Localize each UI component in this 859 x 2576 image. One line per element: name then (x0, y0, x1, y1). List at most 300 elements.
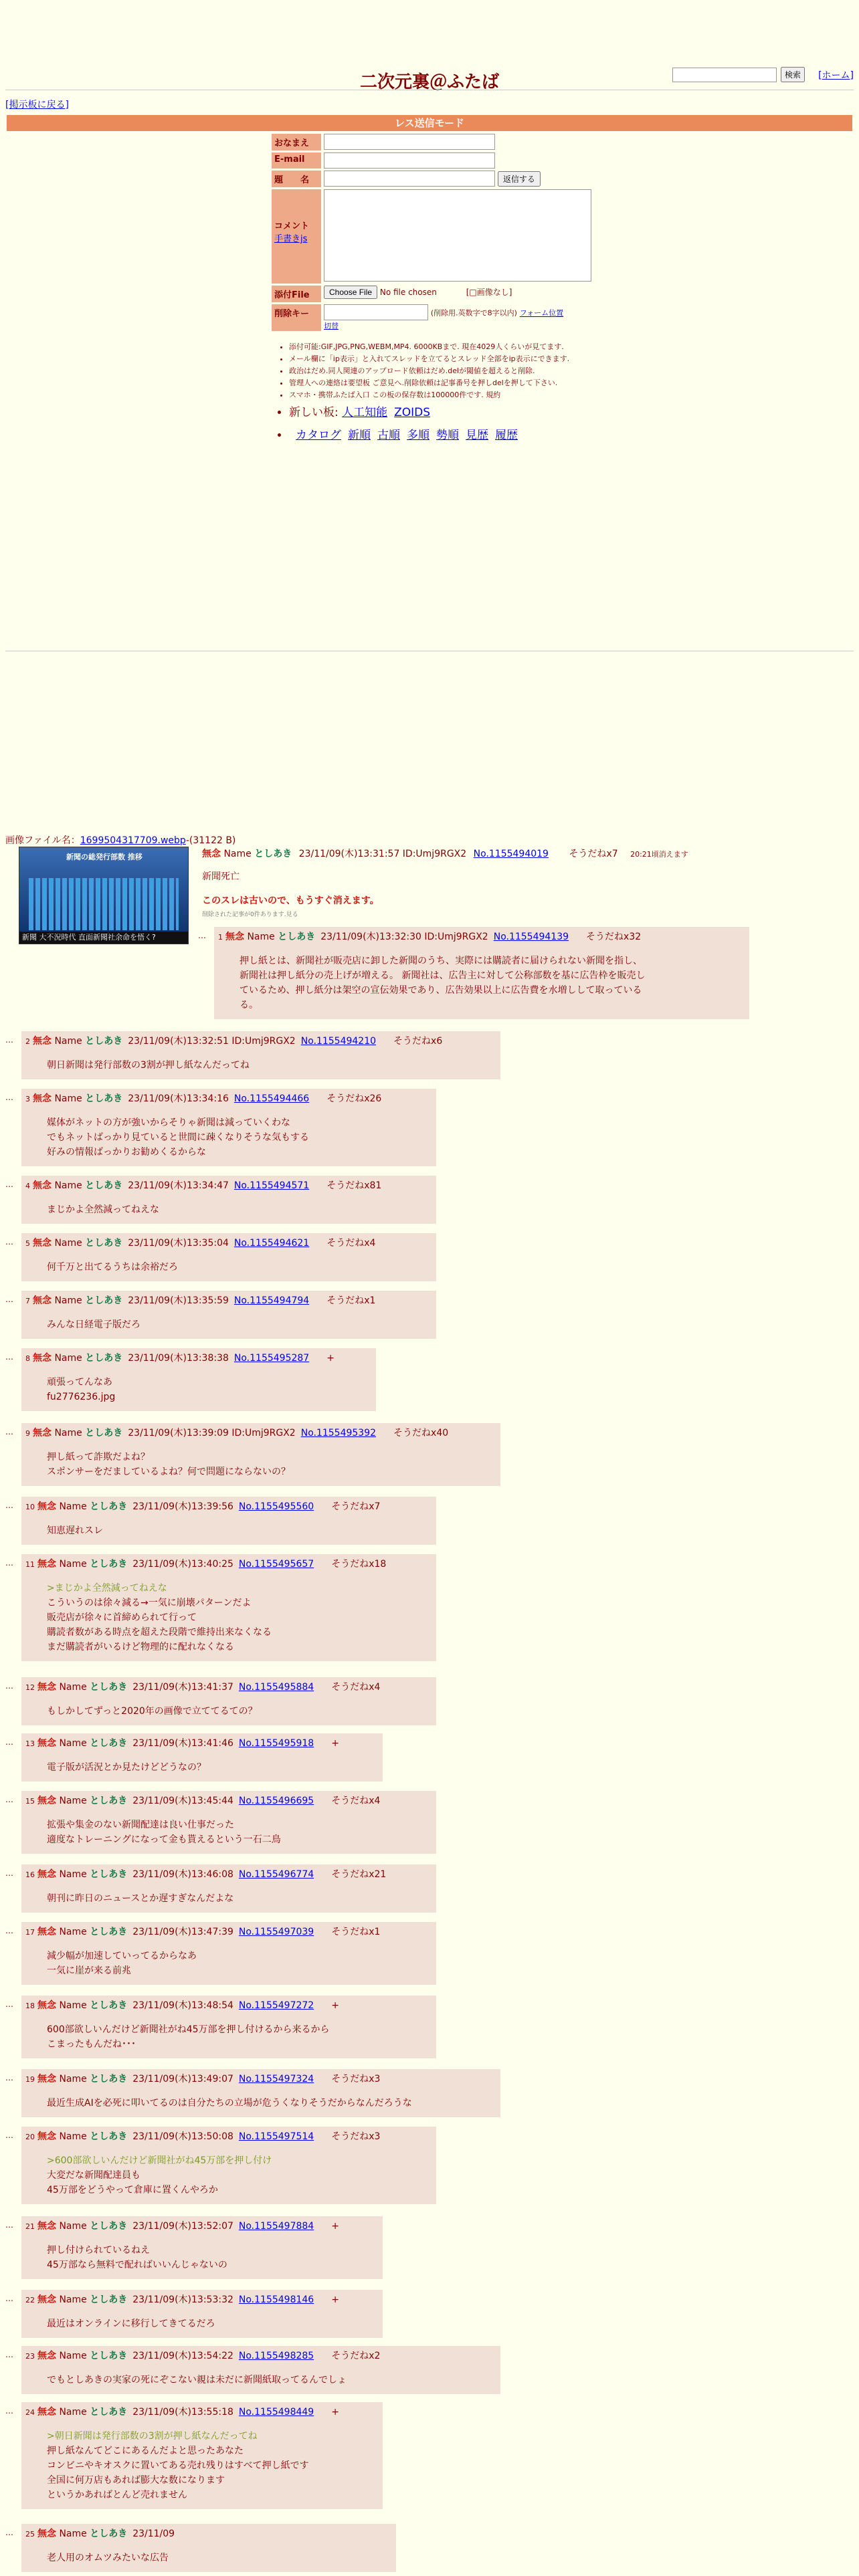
reply-subject: 無念 (37, 2074, 56, 2084)
text-line: 知恵遅れスレ (47, 1525, 103, 1536)
reply-date: 23/11/09(木)13:32:51 ID:Umj9RGX2 (128, 1036, 296, 1047)
reply-text (47, 2429, 375, 2502)
reply-number: 7 (25, 1297, 30, 1305)
reply-post (5, 1791, 436, 1854)
thumbnail-caption: 新聞 大不況時代 直面新聞社余命を悟く? (19, 932, 188, 944)
text-line: 押し紙とは、新聞社が販売店に卸した新聞のうち、実際には購読者に届けられない新聞を指し、 (240, 956, 642, 966)
search-button[interactable]: 検索 (781, 67, 805, 82)
name-label: Name (56, 2000, 90, 2011)
text-line: ているため、押し紙分は架空の宣伝効果であり、広告効果以上に広告費を水増しして取っている (240, 985, 642, 996)
deleted-note: 削除された記事が0件あります.見る (202, 911, 298, 918)
reply-post (5, 2127, 436, 2204)
reply-name: としあき (85, 1295, 123, 1306)
reply-no-link[interactable]: No.1155495918 (238, 1738, 314, 1749)
reply-post (5, 2402, 383, 2509)
reply-name: としあき (90, 2407, 128, 2418)
name-label: Name (56, 2294, 90, 2305)
reply-no-link[interactable]: No.1155495884 (238, 1682, 314, 1693)
reply-number: 12 (25, 1683, 35, 1692)
subject-label: 題 名 (272, 171, 321, 187)
submit-button[interactable]: 返信する (498, 171, 541, 187)
reply-subject: 無念 (37, 1559, 56, 1570)
reply-text (47, 1375, 368, 1404)
reply-marker: … (5, 1737, 13, 1747)
reply-no-link[interactable]: No.1155494571 (233, 1180, 310, 1191)
delkey-input[interactable] (324, 304, 428, 320)
reply-header (25, 1794, 428, 1807)
reply-header (25, 1925, 428, 1938)
text-line: 600部欲しいんだけど新聞社がね45万部を押し付けるから来るから (47, 2024, 330, 2035)
reply-name: としあき (85, 1093, 123, 1104)
reply-text (47, 2373, 492, 2387)
reply-date: 23/11/09(木)13:50:08 (132, 2131, 233, 2142)
reply-post (5, 1677, 436, 1725)
text-line: 何千万と出てるうちは余裕だろ (47, 1262, 178, 1273)
sodane-button[interactable]: そうだねx2 (331, 2351, 381, 2361)
no-image-checkbox[interactable]: [□画像なし] (466, 288, 512, 297)
reply-text (47, 2551, 388, 2565)
reply-marker: … (5, 2294, 13, 2303)
sodane-button[interactable]: そうだねx1 (326, 1295, 376, 1306)
text-line: 適度なトレーニングになって金も貰えるという一石二鳥 (47, 1834, 281, 1845)
subject-input[interactable] (324, 171, 495, 187)
text-line: 最近はオンラインに移行してきてるだろ (47, 2319, 215, 2329)
reply-date: 23/11/09(木)13:45:44 (132, 1796, 233, 1806)
reply-marker: … (5, 1237, 13, 1247)
sodane-button[interactable]: そうだねx26 (326, 1093, 382, 1104)
sodane-button[interactable]: そうだねx32 (586, 932, 642, 942)
reply-text (47, 1115, 428, 1160)
reply-marker: … (5, 2220, 13, 2230)
reply-number: 18 (25, 2002, 35, 2010)
name-label: Name (244, 932, 278, 942)
reply-no-link[interactable]: No.1155494466 (233, 1093, 310, 1104)
reply-text (47, 1317, 428, 1332)
reply-name: としあき (90, 1501, 128, 1512)
reply-number: 3 (25, 1095, 30, 1103)
sort-old-link[interactable]: 古順 (377, 429, 400, 442)
text-line: 押し付けられているねえ (47, 2245, 150, 2256)
delkey-label: 削除キー (272, 304, 321, 331)
email-input[interactable] (324, 152, 495, 169)
op-sodane[interactable]: そうだねx7 (569, 849, 618, 859)
choose-file-button[interactable]: Choose File (324, 286, 377, 299)
reply-header (25, 1351, 368, 1364)
text-line: fu2776236.jpg (47, 1392, 116, 1402)
reply-post (5, 1554, 436, 1661)
reply-post (5, 1922, 436, 1985)
name-label: Name (56, 1559, 90, 1570)
text-line: でもネットばっかり見ていると世間に疎くなりそうな気もする (47, 1132, 309, 1143)
note-item: • メール欄に「ip表示」と入れてスレッドを立てるとスレッド全部をip表示にできます. (289, 353, 607, 365)
text-line: 媒体がネットの方が強いからそりゃ新聞は減っていくわな (47, 1117, 290, 1128)
reply-subject: 無念 (37, 2000, 56, 2011)
thumbnail-bars (29, 878, 179, 930)
reply-text (47, 2022, 428, 2052)
reply-header (25, 1178, 428, 1192)
reply-number: 20 (25, 2133, 35, 2141)
page-title: 二次元裏＠ふたば (359, 72, 499, 92)
reply-no-link[interactable]: No.1155497514 (238, 2131, 314, 2142)
op-name: としあき (254, 849, 292, 859)
sort-many-link[interactable]: 多順 (407, 429, 430, 442)
sodane-button[interactable]: そうだねx6 (393, 1036, 443, 1047)
reply-name: としあき (85, 1428, 123, 1438)
reply-body (21, 1497, 436, 1545)
reply-body (21, 1864, 436, 1913)
sort-new-link[interactable]: 新順 (348, 429, 371, 442)
reply-date: 23/11/09(木)13:35:59 (128, 1295, 229, 1306)
text-line: 販売店が徐々に首締められて行って (47, 1612, 197, 1623)
reply-no-link[interactable]: No.1155497272 (238, 2000, 314, 2011)
text-line: こまったもんだね･･･ (47, 2039, 136, 2050)
reply-subject: 無念 (37, 1682, 56, 1693)
name-label: Name (56, 1796, 90, 1806)
note-item: • スマホ・携帯ふたば入口 この板の保存数は100000件です. 規約 (289, 389, 607, 401)
reply-name: としあき (85, 1180, 123, 1191)
reply-text (47, 1949, 428, 1978)
reply-post (5, 1733, 383, 1782)
image-file-line (5, 833, 235, 847)
reply-name: としあき (90, 1927, 128, 1937)
name-label: Name (223, 849, 252, 859)
reply-text (47, 1523, 428, 1538)
text-line: 朝刊に昨日のニュースとか遅すぎなんだよな (47, 1893, 234, 1904)
reply-post (5, 2346, 500, 2394)
reply-body (21, 2346, 500, 2394)
reply-no-link[interactable]: No.1155497039 (238, 1927, 314, 1937)
name-label: Name (56, 2529, 90, 2539)
board-link-zoids[interactable]: ZOIDS (394, 406, 431, 419)
reply-body (21, 1291, 436, 1339)
reply-subject: 無念 (33, 1295, 52, 1306)
sodane-button[interactable]: そうだねx40 (393, 1428, 449, 1438)
reply-name: としあき (85, 1238, 123, 1249)
reply-number: 13 (25, 1739, 35, 1748)
reply-header (25, 1680, 428, 1693)
reply-body (21, 1922, 436, 1985)
reply-subject: 無念 (37, 2131, 56, 2142)
note-item: • 添付可能:GIF,JPG,PNG,WEBM,MP4. 6000KBまで. 現在4029人くらいが見てます. (289, 341, 607, 353)
name-label: Name (52, 1180, 86, 1191)
name-label: Name (56, 2074, 90, 2084)
home-link[interactable]: [ホーム] (818, 70, 854, 81)
reply-subject: 無念 (37, 1738, 56, 1749)
reply-body (21, 1554, 436, 1661)
back-to-board-link[interactable]: [掲示板に戻る] (5, 100, 69, 110)
reply-marker: … (198, 931, 206, 940)
reply-name: としあき (85, 1036, 123, 1047)
reply-post (5, 2069, 500, 2117)
sodane-button[interactable]: + (331, 2294, 339, 2305)
reply-number: 4 (25, 1182, 30, 1190)
sodane-button[interactable]: + (331, 2221, 339, 2232)
reply-number: 8 (25, 1354, 30, 1363)
name-label: Name (52, 1353, 86, 1364)
new-boards-label: 新しい板: (289, 406, 339, 419)
text-line: でもとしあきの実家の死にぞこない親は未だに新聞紙取ってるんでしょ (47, 2375, 347, 2385)
sodane-button[interactable]: そうだねx21 (331, 1869, 387, 1880)
reply-name: としあき (90, 2351, 128, 2361)
sodane-button[interactable]: そうだねx7 (331, 1501, 381, 1512)
reply-name: としあき (90, 2131, 128, 2142)
reply-marker: … (5, 1558, 13, 1568)
reply-number: 25 (25, 2530, 35, 2539)
reply-text (47, 1260, 428, 1275)
sodane-button[interactable]: そうだねx4 (331, 1796, 381, 1806)
sodane-button[interactable]: そうだねx81 (326, 1180, 382, 1191)
reply-name: としあき (90, 1682, 128, 1693)
reply-date: 23/11/09(木)13:46:08 (132, 1869, 233, 1880)
reply-body (214, 927, 749, 1019)
sodane-button[interactable]: そうだねx18 (331, 1559, 387, 1570)
reply-name: としあき (85, 1353, 123, 1364)
comment-textarea[interactable] (324, 189, 591, 282)
name-label: Name (52, 1036, 86, 1047)
delkey-note: (削除用.英数字で8字以内) (430, 308, 517, 318)
reply-name: としあき (90, 1738, 128, 1749)
reply-number: 24 (25, 2408, 35, 2417)
sodane-button[interactable]: そうだねx4 (331, 1682, 381, 1693)
reply-date: 23/11/09(木)13:41:46 (132, 1738, 233, 1749)
reply-no-link[interactable]: No.1155498146 (238, 2294, 314, 2305)
reply-text (47, 1891, 428, 1906)
reply-no-link[interactable]: No.1155495392 (300, 1428, 377, 1438)
reply-body (21, 2524, 396, 2572)
sodane-button[interactable]: + (331, 1738, 339, 1749)
reply-no-link[interactable]: No.1155495560 (238, 1501, 314, 1512)
reply-header (25, 1293, 428, 1307)
email-label: E-mail (272, 152, 321, 169)
image-file-link[interactable]: 1699504317709.webp (80, 835, 186, 846)
text-line: る。 (240, 1000, 258, 1010)
text-line: 減少幅が加速していってるからなあ (47, 1951, 197, 1961)
reply-post (5, 1864, 436, 1913)
reply-header (25, 2405, 375, 2418)
reply-marker: … (5, 1295, 13, 1304)
text-line: 頑張ってんなあ (47, 1377, 112, 1388)
handwrite-link[interactable]: 手書きjs (274, 234, 308, 244)
reply-number: 16 (25, 1870, 35, 1879)
reply-body (21, 2069, 500, 2117)
reply-subject: 無念 (33, 1353, 52, 1364)
reply-name: としあき (90, 2294, 128, 2305)
reply-header (25, 2292, 375, 2306)
reply-marker: … (5, 2350, 13, 2359)
reply-header (25, 2219, 375, 2232)
image-file-label: 画像ファイル名： (5, 835, 80, 846)
reply-text (47, 2317, 375, 2331)
reply-post (5, 1176, 436, 1224)
reply-number: 17 (25, 1928, 35, 1937)
reply-date: 23/11/09(木)13:34:47 (128, 1180, 229, 1191)
reply-marker: … (5, 2000, 13, 2009)
reply-no-link[interactable]: No.1155498285 (238, 2351, 314, 2361)
sodane-button[interactable]: + (331, 2000, 339, 2011)
text-line: まだ購読者がいるけど物理的に配れなくなる (47, 1642, 234, 1652)
image-size: -(31122 B) (185, 835, 236, 846)
text-line: 45万部をどうやって倉庫に置くんやろか (47, 2185, 218, 2195)
quote-line: >まじかよ全然減ってねえな (47, 1583, 167, 1594)
reply-header (25, 1091, 428, 1105)
reply-body (21, 1089, 436, 1166)
reply-date: 23/11/09(木)13:49:07 (132, 2074, 233, 2084)
name-label: Name (52, 1093, 86, 1104)
reply-post (5, 2290, 383, 2338)
reply-header (25, 2129, 428, 2143)
op-text: 新聞死亡 (202, 871, 240, 882)
reply-text (47, 2243, 375, 2272)
reply-no-link[interactable]: No.1155495287 (233, 1353, 310, 1364)
reply-date: 23/11/09 (132, 2529, 175, 2539)
board-notes (280, 341, 607, 447)
text-line: まじかよ全然減ってねえな (47, 1204, 159, 1215)
op-thumbnail[interactable] (19, 847, 189, 944)
reply-post (5, 1233, 436, 1281)
name-label: Name (56, 2351, 90, 2361)
comment-label: コメント (274, 221, 310, 231)
reply-post (5, 1348, 376, 1411)
reply-date: 23/11/09(木)13:32:30 ID:Umj9RGX2 (320, 932, 488, 942)
text-line: もしかしてずっと2020年の画像で立ててるての？ (47, 1706, 258, 1717)
reply-name: としあき (90, 2529, 128, 2539)
reply-header (25, 1736, 375, 1749)
reply-header (25, 1426, 492, 1439)
reply-post (5, 1423, 500, 1486)
reply-no-link[interactable]: No.1155494621 (233, 1238, 310, 1249)
reply-post (198, 927, 749, 1019)
reply-header (25, 1499, 428, 1513)
sodane-button[interactable]: そうだねx1 (331, 1927, 381, 1937)
reply-no-link[interactable]: No.1155496774 (238, 1869, 314, 1880)
reply-marker: … (5, 1681, 13, 1691)
mode-bar: レス送信モード (7, 115, 852, 131)
catalog-link[interactable]: カタログ (296, 429, 341, 442)
reply-number: 23 (25, 2352, 35, 2361)
name-label: Name (56, 1869, 90, 1880)
viewed-history-link[interactable]: 見歴 (466, 429, 488, 442)
reply-no-link[interactable]: No.1155496695 (238, 1796, 314, 1806)
reply-subject: 無念 (33, 1036, 52, 1047)
sodane-button[interactable]: + (331, 2407, 339, 2418)
reply-no-link[interactable]: No.1155495657 (238, 1559, 314, 1570)
reply-subject: 無念 (33, 1093, 52, 1104)
reply-text (47, 1760, 375, 1775)
reply-body (21, 1996, 436, 2058)
text-line: 押し紙って詐欺だよね？ (47, 1452, 150, 1463)
text-line: 老人用のオムツみたいな広告 (47, 2553, 169, 2563)
reply-post (5, 2216, 383, 2279)
op-date: 23/11/09(木)13:31:57 ID:Umj9RGX2 (298, 849, 467, 859)
text-line: 拡張や集金のない新聞配達は良い仕事だった (47, 1820, 234, 1830)
reply-marker: … (5, 1427, 13, 1436)
name-input[interactable] (324, 134, 495, 150)
reply-header (25, 2527, 388, 2540)
name-label: Name (56, 1501, 90, 1512)
reply-no-link[interactable]: No.1155497884 (238, 2221, 314, 2232)
reply-subject: 無念 (37, 2529, 56, 2539)
reply-body (21, 2127, 436, 2204)
reply-date: 23/11/09(木)13:38:38 (128, 1353, 229, 1364)
reply-marker: … (5, 1035, 13, 1045)
reply-name: としあき (278, 932, 316, 942)
reply-number: 21 (25, 2222, 35, 2231)
name-label: Name (52, 1428, 86, 1438)
name-label: Name (56, 2131, 90, 2142)
reply-no-link[interactable]: No.1155494210 (300, 1036, 377, 1047)
sort-momentum-link[interactable]: 勢順 (436, 429, 459, 442)
name-label: Name (56, 1927, 90, 1937)
reply-subject: 無念 (33, 1238, 52, 1249)
history-link[interactable]: 履歴 (495, 429, 518, 442)
reply-no-link[interactable]: No.1155498449 (238, 2407, 314, 2418)
sodane-button[interactable]: そうだねx3 (331, 2131, 381, 2142)
reply-subject: 無念 (225, 932, 244, 942)
reply-name: としあき (90, 2221, 128, 2232)
reply-header (25, 1998, 428, 2012)
switch-link[interactable]: 切替 (324, 322, 339, 330)
reply-subject: 無念 (37, 2351, 56, 2361)
reply-text (47, 1818, 428, 1847)
text-line: 45万部なら無料で配ればいいんじゃないの (47, 2260, 227, 2270)
reply-subject: 無念 (37, 1927, 56, 1937)
reply-header (25, 1867, 428, 1881)
reply-text (47, 2153, 428, 2197)
no-file-text: No file chosen (379, 288, 437, 297)
text-line: 朝日新聞は発行部数の3割が押し紙なんだってね (47, 1060, 250, 1071)
reply-name: としあき (90, 2000, 128, 2011)
reply-number: 15 (25, 1797, 35, 1806)
reply-date: 23/11/09(木)13:47:39 (132, 1927, 233, 1937)
reply-no-link[interactable]: No.1155494794 (233, 1295, 310, 1306)
reply-body (21, 1677, 436, 1725)
reply-post (5, 1996, 436, 2058)
text-line: こういうのは徐々減る→一気に崩壊パターンだよ (47, 1598, 252, 1608)
reply-text (47, 1704, 428, 1719)
quote-line: >朝日新聞は発行部数の3割が押し紙なんだってね (47, 2431, 258, 2442)
reply-date: 23/11/09(木)13:41:37 (132, 1682, 233, 1693)
comment-label-cell (272, 189, 321, 284)
reply-subject: 無念 (37, 2407, 56, 2418)
reply-body (21, 2216, 383, 2279)
reply-subject: 無念 (33, 1428, 52, 1438)
reply-marker: … (5, 1352, 13, 1362)
reply-header (25, 1034, 492, 1047)
op-number[interactable]: No.1155494019 (473, 849, 549, 859)
reply-header (25, 2349, 492, 2362)
name-label: Name (56, 2407, 90, 2418)
reply-form (272, 134, 606, 333)
reply-text (47, 1581, 428, 1654)
board-link-ai[interactable]: 人工知能 (342, 406, 388, 419)
sodane-button[interactable]: そうだねx4 (326, 1238, 376, 1249)
reply-subject: 無念 (33, 1180, 52, 1191)
op-warning: このスレは古いので、もうすぐ消えます。 (202, 895, 379, 906)
reply-header (25, 1236, 428, 1249)
reply-marker: … (5, 1868, 13, 1878)
sodane-button[interactable]: そうだねx3 (331, 2074, 381, 2084)
reply-name: としあき (90, 2074, 128, 2084)
reply-subject: 無念 (37, 1501, 56, 1512)
name-label: おなまえ (272, 134, 321, 150)
reply-no-link[interactable]: No.1155494139 (493, 932, 569, 942)
text-line: 一気に崖が来る前兆 (47, 1965, 131, 1976)
reply-header (25, 1557, 428, 1570)
sodane-button[interactable]: + (326, 1353, 335, 1364)
reply-no-link[interactable]: No.1155497324 (238, 2074, 314, 2084)
reply-marker: … (5, 2406, 13, 2416)
form-position-link[interactable]: フォーム位置 (519, 308, 564, 318)
